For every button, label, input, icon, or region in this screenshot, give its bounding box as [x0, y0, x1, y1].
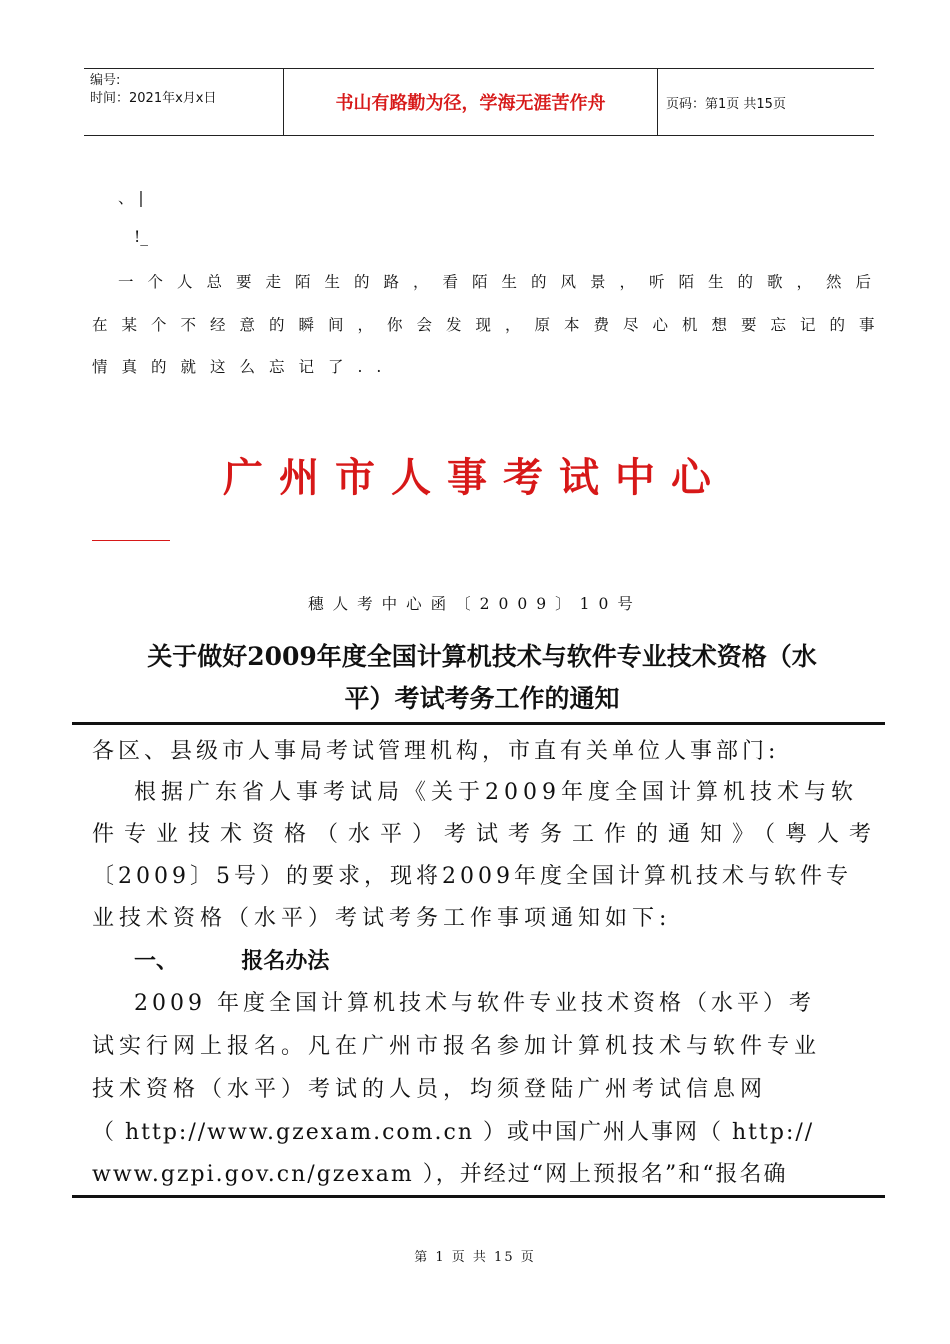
para1-line: 〔2009〕5号）的要求，现将2009年度全国计算机技术与软件专 — [92, 864, 852, 889]
page-footer: 第 1 页 共 15 页 — [414, 1250, 536, 1265]
para2-line: www.gzpi.gov.cn/gzexam ），并经过“网上预报名”和“报名确 — [92, 1162, 788, 1187]
header-motto: 书山有路勤为径，学海无涯苦作舟 — [284, 69, 658, 135]
addressee: 各区、县级市人事局考试管理机构，市直有关单位人事部门: — [92, 739, 780, 764]
section-1-heading — [134, 942, 920, 982]
number-label: 编号: — [90, 73, 121, 88]
para1-line: 件专业技术资格（水平）考试考务工作的通知》（粤人考 — [92, 822, 882, 847]
intro-mark-2: !_ — [134, 228, 148, 246]
header-page-info: 页码：第1页 共15页 — [666, 96, 786, 112]
para2-line: 试实行网上报名。凡在广州市报名参加计算机技术与软件专业 — [92, 1034, 822, 1059]
intro-line: 在某个不经意的瞬间，你会发现，原本费尽心机想要忘记的事 — [92, 316, 889, 334]
intro-line: 一个人总要走陌生的路，看陌生的风景，听陌生的歌，然后 — [118, 273, 886, 291]
document-header — [84, 68, 874, 136]
para2-line: 技术资格（水平）考试的人员，均须登陆广州考试信息网 — [92, 1077, 768, 1102]
top-thick-rule — [72, 722, 885, 725]
notice-title-line2: 平）考试考务工作的通知 — [344, 684, 620, 713]
para1-line: 根据广东省人事考试局《关于2009年度全国计算机技术与软 — [134, 780, 858, 805]
intro-line: 情真的就这么忘记了.. — [92, 358, 396, 376]
red-divider — [92, 540, 170, 541]
org-title: 广州市人事考试中心 — [223, 455, 727, 501]
section-1-title: 报名办法 — [241, 949, 330, 974]
time-label: 时间：2021年x月x日 — [90, 91, 217, 106]
bottom-thick-rule — [72, 1195, 885, 1198]
notice-title-line1: 关于做好2009年度全国计算机技术与软件专业技术资格（水 — [147, 642, 817, 671]
para2-line: （ http://www.gzexam.com.cn ）或中国广州人事网（ http:// — [92, 1120, 815, 1145]
header-meta-cell — [84, 69, 284, 135]
intro-mark-1: 、 | — [118, 189, 144, 207]
doc-number: 穗人考中心函〔2009〕10号 — [308, 595, 642, 613]
notice-title — [92, 636, 872, 720]
para1-line: 业技术资格（水平）考试考务工作事项通知如下: — [92, 906, 672, 931]
section-1-number: 一、 — [134, 949, 179, 974]
para2-line: 2009 年度全国计算机技术与软件专业技术资格（水平）考 — [134, 991, 815, 1016]
